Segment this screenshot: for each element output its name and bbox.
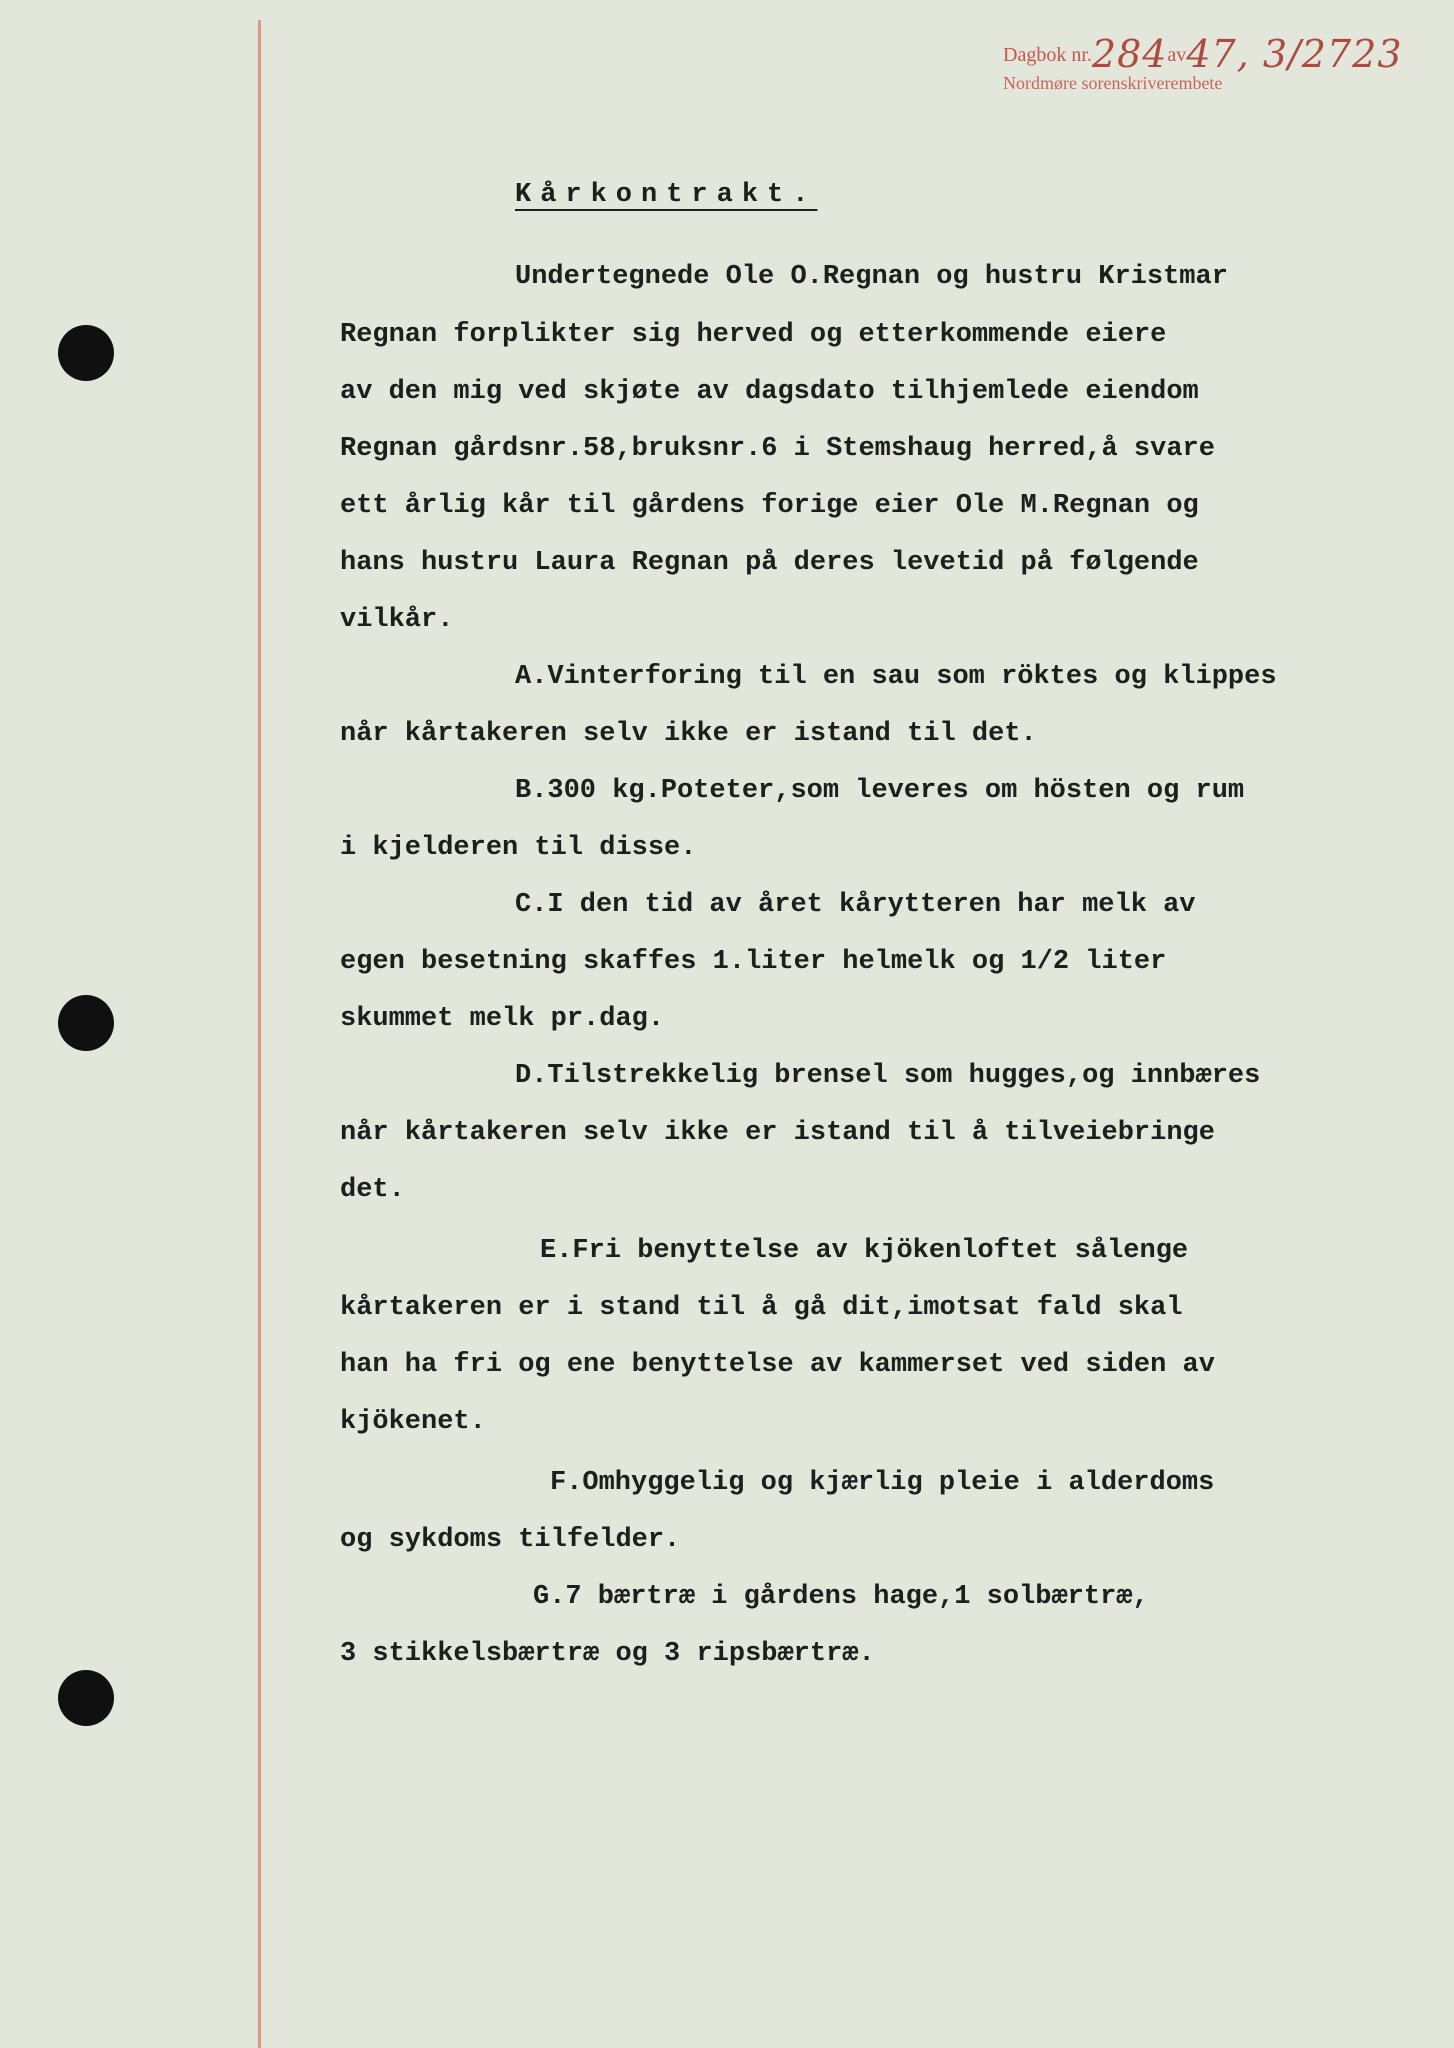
text-line: 3 stikkelsbærtræ og 3 ripsbærtræ. [340, 1639, 875, 1669]
text-line: G.7 bærtræ i gårdens hage,1 solbærtræ, [533, 1582, 1149, 1612]
stamp-entry-number: 284 [1091, 32, 1168, 76]
text-line: F.Omhyggelig og kjærlig pleie i alderdoms [550, 1468, 1215, 1498]
text-line: av den mig ved skjøte av dagsdato tilhjemlede eiendom [340, 377, 1199, 407]
document-title: Kårkontrakt. [515, 180, 818, 210]
stamp-entry-date: 47, 3/2 [1186, 32, 1327, 76]
text-line: ett årlig kår til gårdens forige eier Ole M.Regnan og [340, 491, 1199, 521]
text-line: Undertegnede Ole O.Regnan og hustru Kristmar [515, 262, 1228, 292]
stamp-office: Nordmøre sorenskriverembete [1003, 73, 1223, 93]
text-line: kjökenet. [340, 1407, 486, 1437]
text-line: i kjelderen til disse. [340, 833, 697, 863]
text-line: C.I den tid av året kårytteren har melk av [515, 890, 1196, 920]
text-line: det. [340, 1175, 405, 1205]
text-line: A.Vinterforing til en sau som röktes og klippes [515, 662, 1277, 692]
text-line: skummet melk pr.dag. [340, 1004, 665, 1034]
text-line: E.Fri benyttelse av kjökenloftet sålenge [540, 1236, 1189, 1266]
text-line: kårtakeren er i stand til å gå dit,imotsat fald skal [340, 1293, 1183, 1323]
text-line: han ha fri og ene benyttelse av kammerset ved siden av [340, 1350, 1215, 1380]
page-number: 723 [1326, 32, 1403, 76]
text-line: egen besetning skaffes 1.liter helmelk og 1/2 liter [340, 947, 1167, 977]
text-line: D.Tilstrekkelig brensel som hugges,og innbæres [515, 1061, 1261, 1091]
text-line: når kårtakeren selv ikke er istand til det. [340, 719, 1037, 749]
text-line: og sykdoms tilfelder. [340, 1525, 681, 1555]
stamp-mid: av [1167, 44, 1187, 66]
text-line: Regnan gårdsnr.58,bruksnr.6 i Stemshaug herred,å svare [340, 434, 1215, 464]
text-line: Regnan forplikter sig herved og etterkommende eiere [340, 320, 1167, 350]
text-line: når kårtakeren selv ikke er istand til å tilveiebringe [340, 1118, 1215, 1148]
text-line: B.300 kg.Poteter,som leveres om hösten og rum [515, 776, 1245, 806]
text-line: vilkår. [340, 605, 454, 635]
stamp-prefix: Dagbok nr. [1003, 44, 1092, 66]
text-line: hans hustru Laura Regnan på deres levetid på følgende [340, 548, 1199, 578]
